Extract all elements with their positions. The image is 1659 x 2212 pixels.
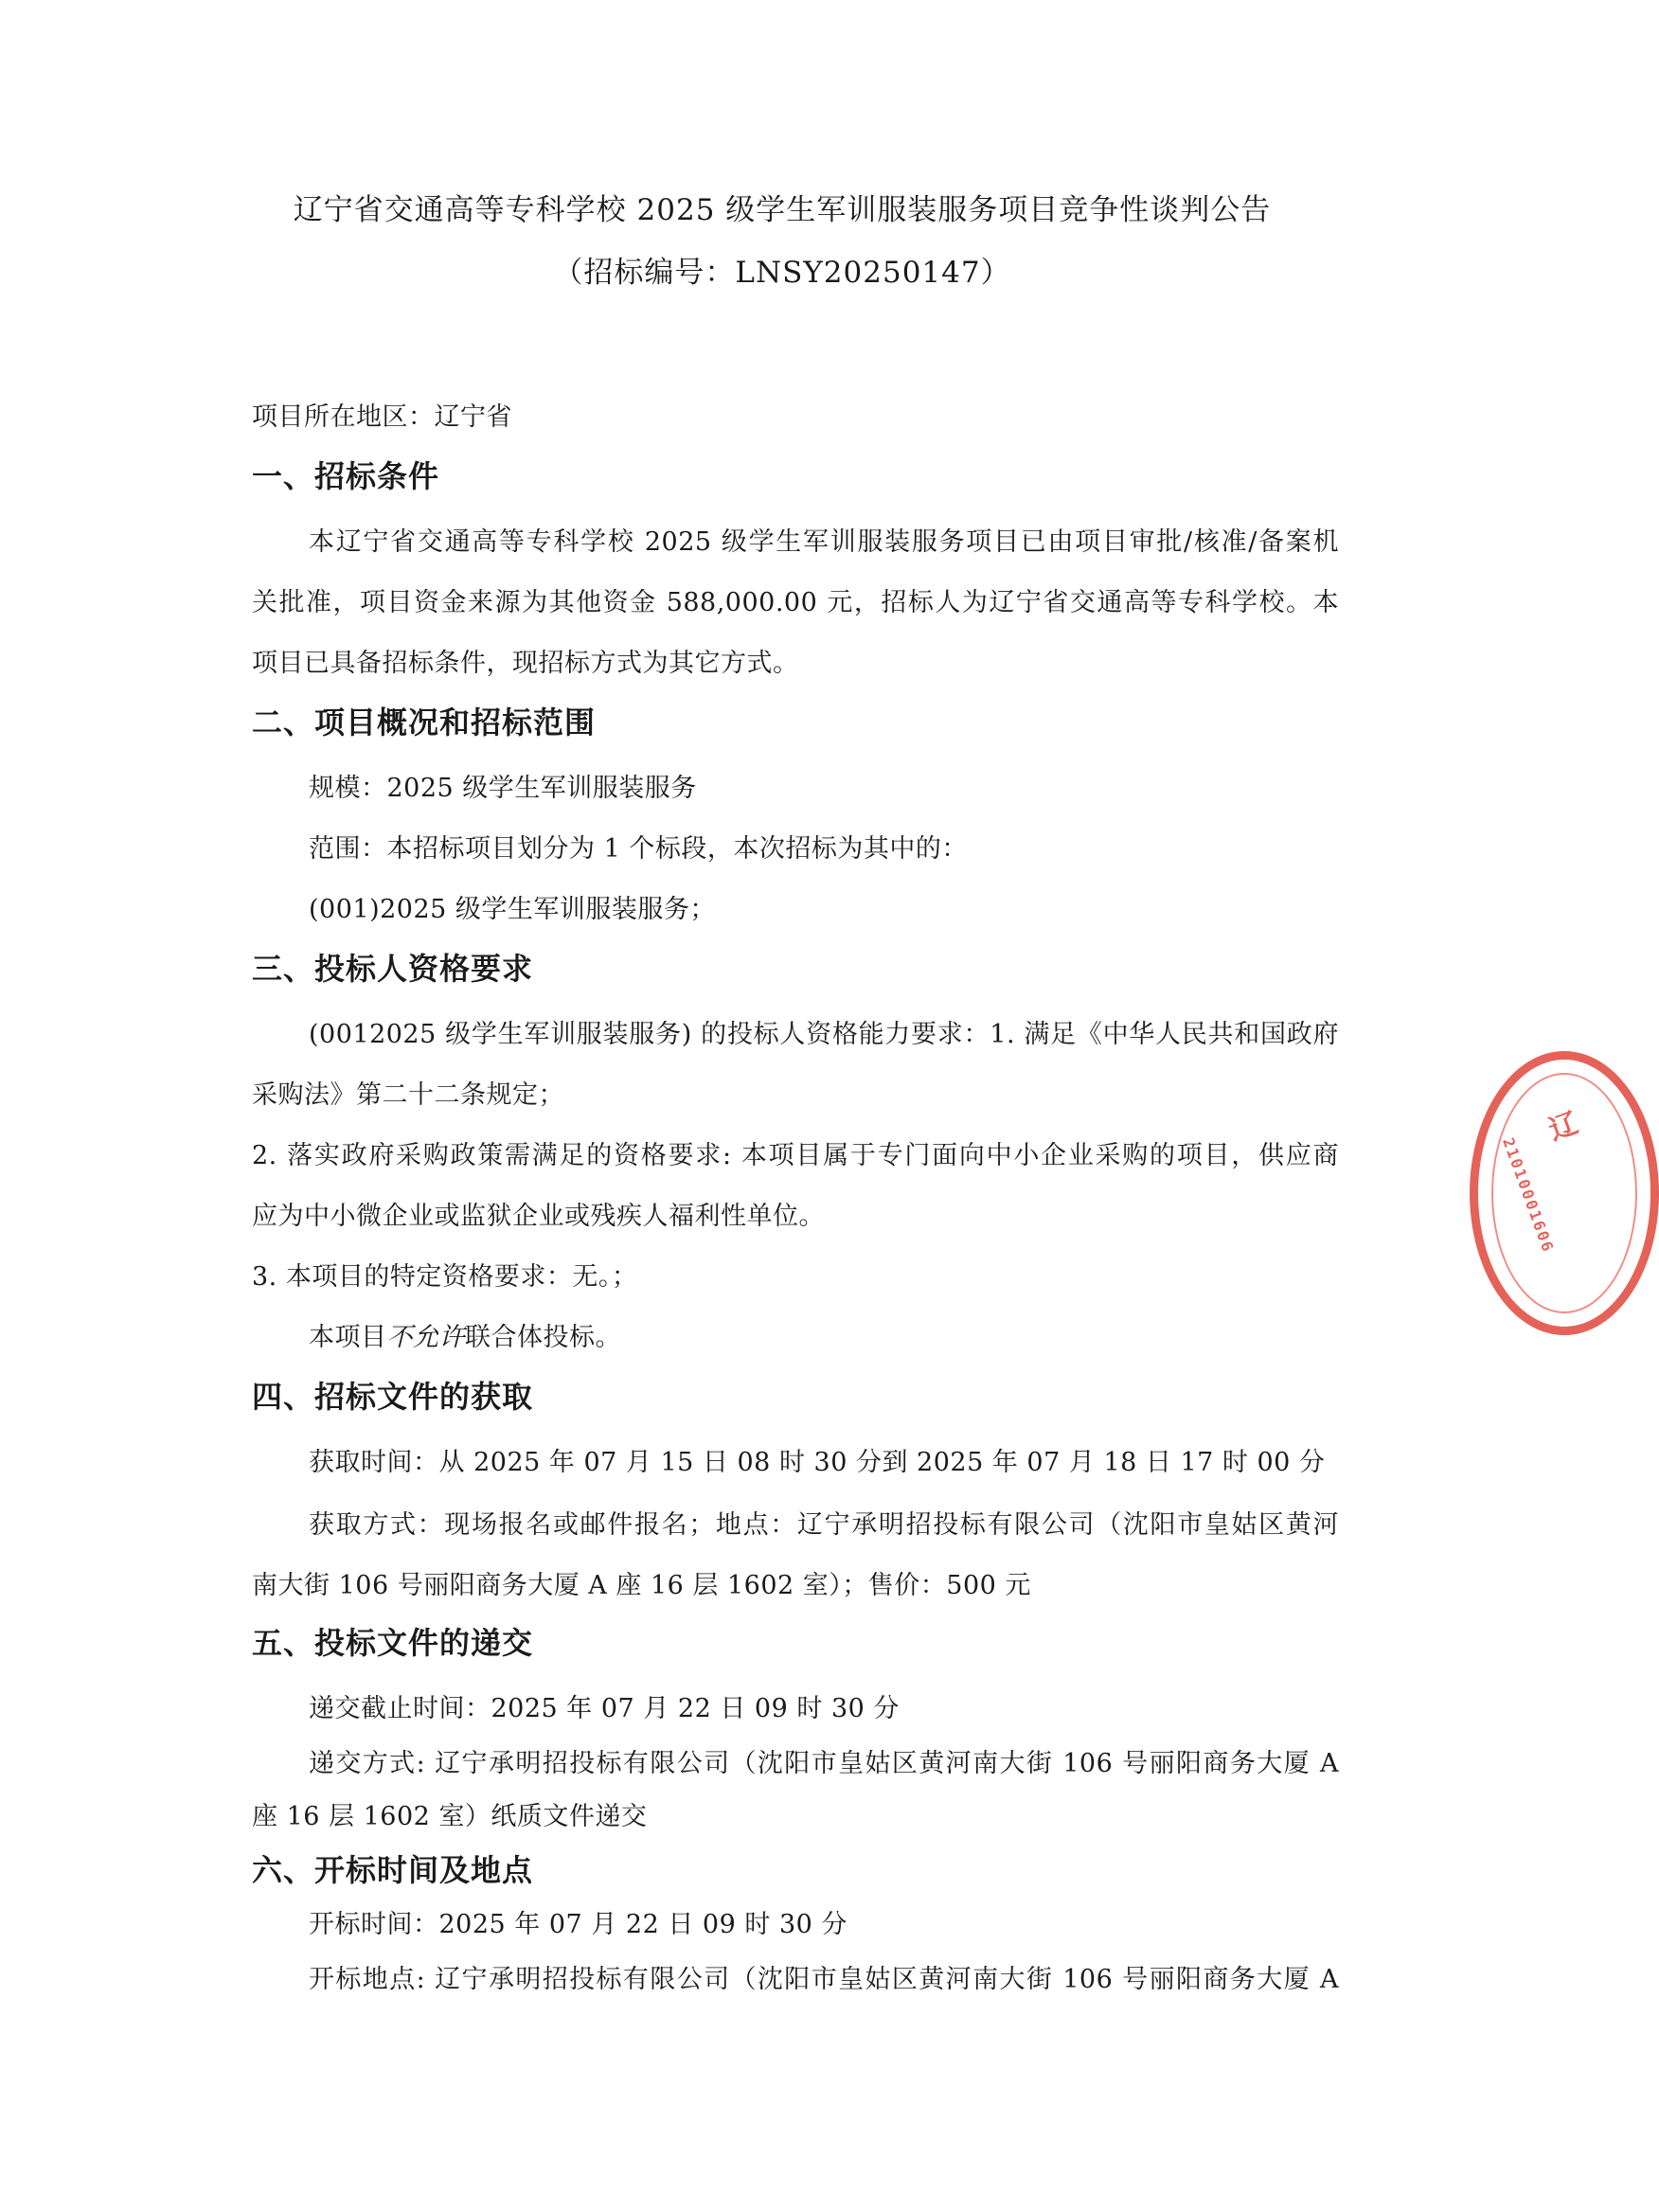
paragraph-line: 座 16 层 1602 室）纸质文件递交 xyxy=(252,1802,648,1831)
section-heading-3: 三、投标人资格要求 xyxy=(252,951,534,987)
paragraph-line: 范围：本招标项目划分为 1 个标段，本次招标为其中的： xyxy=(309,834,968,864)
paragraph-line: 获取方式：现场报名或邮件报名；地点：辽宁承明招投标有限公司（沈阳市皇姑区黄河 xyxy=(309,1510,1339,1540)
section-heading-5: 五、投标文件的递交 xyxy=(252,1625,534,1661)
text-span: 联合体投标。 xyxy=(465,1323,621,1352)
section-heading-4: 四、招标文件的获取 xyxy=(252,1379,534,1415)
paragraph-line: 递交截止时间：2025 年 07 月 22 日 09 时 30 分 xyxy=(309,1694,900,1723)
section-heading-6: 六、开标时间及地点 xyxy=(252,1852,534,1888)
emphasis-text: 不允许 xyxy=(386,1323,465,1352)
paragraph-line: 应为中小微企业或监狱企业或残疾人福利性单位。 xyxy=(252,1202,825,1231)
paragraph-line: 3. 本项目的特定资格要求：无。； xyxy=(252,1262,638,1292)
paragraph-line: 获取时间：从 2025 年 07 月 15 日 08 时 30 分到 2025 年 07 月 18 日 17 时 00 分 xyxy=(309,1448,1326,1477)
paragraph-line xyxy=(309,1316,621,1353)
project-region: 项目所在地区：辽宁省 xyxy=(252,402,512,432)
section-heading-1: 一、招标条件 xyxy=(252,458,440,494)
official-seal-stamp xyxy=(1470,1051,1659,1335)
paragraph-line: 南大街 106 号丽阳商务大厦 A 座 16 层 1602 室）；售价：500 元 xyxy=(252,1571,1031,1600)
section-heading-2: 二、项目概况和招标范围 xyxy=(252,705,597,740)
paragraph-line: 关批准，项目资金来源为其他资金 588,000.00 元，招标人为辽宁省交通高等专科学校。本 xyxy=(252,588,1339,617)
tender-number: （招标编号：LNSY20250147） xyxy=(553,256,1011,290)
paragraph-line: 开标地点: 辽宁承明招投标有限公司（沈阳市皇姑区黄河南大街 106 号丽阳商务大厦 A xyxy=(309,1965,1339,1994)
seal-number: 21010001606 xyxy=(1499,1135,1558,1256)
paragraph-line: 开标时间：2025 年 07 月 22 日 09 时 30 分 xyxy=(309,1910,847,1939)
paragraph-line: 本辽宁省交通高等专科学校 2025 级学生军训服装服务项目已由项目审批/核准/备案机 xyxy=(309,527,1339,557)
seal-character: 辽 xyxy=(1544,1106,1583,1148)
document-title: 辽宁省交通高等专科学校 2025 级学生军训服装服务项目竞争性谈判公告 xyxy=(293,193,1272,227)
text-span: 本项目 xyxy=(309,1323,387,1352)
paragraph-line: (0012025 级学生军训服装服务) 的投标人资格能力要求：1. 满足《中华人民共和国政府 xyxy=(309,1020,1339,1049)
paragraph-line: 规模：2025 级学生军训服装服务 xyxy=(309,774,697,803)
paragraph-line: 2. 落实政府采购政策需满足的资格要求: 本项目属于专门面向中小企业采购的项目，供应商 xyxy=(252,1141,1339,1170)
paragraph-line: 递交方式: 辽宁承明招投标有限公司（沈阳市皇姑区黄河南大街 106 号丽阳商务大厦 A xyxy=(309,1749,1339,1778)
paragraph-line: 采购法》第二十二条规定； xyxy=(252,1080,564,1110)
paragraph-line: 项目已具备招标条件，现招标方式为其它方式。 xyxy=(252,649,799,678)
paragraph-line: (001)2025 级学生军训服装服务； xyxy=(309,895,716,924)
